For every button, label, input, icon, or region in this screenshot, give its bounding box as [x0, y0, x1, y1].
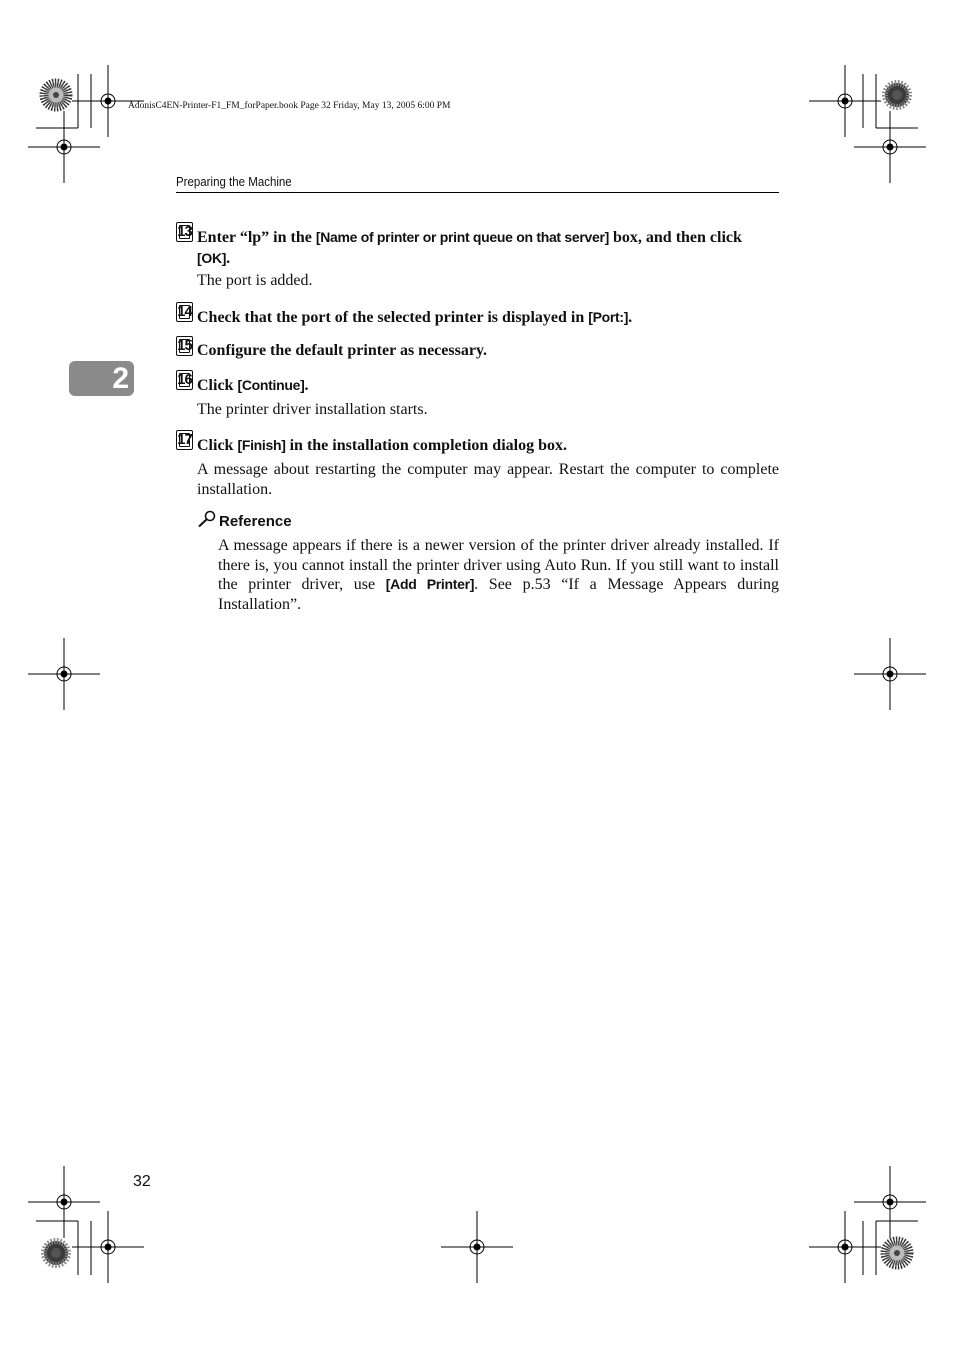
- step-17-result: A message about restarting the computer may appear. Restart the computer to complete installation.: [197, 461, 779, 498]
- step-13-result: The port is added.: [197, 272, 313, 289]
- reference-heading: Reference: [197, 510, 292, 530]
- step-number-14: 14: [177, 303, 192, 320]
- step-14-instruction: Check that the port of the selected printer is displayed in [Port:].: [197, 309, 633, 326]
- header-rule: [176, 192, 779, 193]
- step-15-instruction: Configure the default printer as necessary.: [197, 342, 488, 359]
- page-number: 32: [133, 1173, 151, 1190]
- chapter-tab: 2: [69, 361, 134, 396]
- ui-label: [Continue]: [237, 377, 305, 393]
- step-number-13: 13: [177, 223, 192, 240]
- step-number-16: 16: [177, 371, 192, 388]
- color-wheel-mark: [44, 83, 68, 107]
- ui-label: [OK]: [197, 250, 227, 266]
- magnifier-icon: [197, 510, 217, 528]
- running-header: Preparing the Machine: [176, 175, 292, 189]
- step-16-result: The printer driver installation starts.: [197, 401, 428, 418]
- step-17-instruction: Click [Finish] in the installation completion dialog box.: [197, 437, 567, 454]
- ui-label: [Port:]: [588, 309, 629, 325]
- step-13-instruction: Enter “lp” in the [Name of printer or print queue on that server] box, and then click [OK].: [197, 229, 742, 267]
- ui-label: [Add Printer]: [385, 576, 475, 592]
- file-slug: AdonisC4EN-Printer-F1_FM_forPaper.book Page 32 Friday, May 13, 2005 6:00 PM: [128, 101, 451, 111]
- ui-label: [Finish]: [237, 437, 286, 453]
- reference-text: A message appears if there is a newer version of the printer driver already installed. If there is, you cannot install the printer driver using Auto Run. If you still want to install the printer driver, use [Add Printer]. See p.53 “If a Message Appears during Installation”.: [218, 537, 779, 613]
- step-number-15: 15: [177, 337, 192, 354]
- step-16-instruction: Click [Continue].: [197, 377, 309, 394]
- step-number-17: 17: [177, 431, 192, 448]
- ui-label: [Name of printer or print queue on that server]: [315, 229, 609, 245]
